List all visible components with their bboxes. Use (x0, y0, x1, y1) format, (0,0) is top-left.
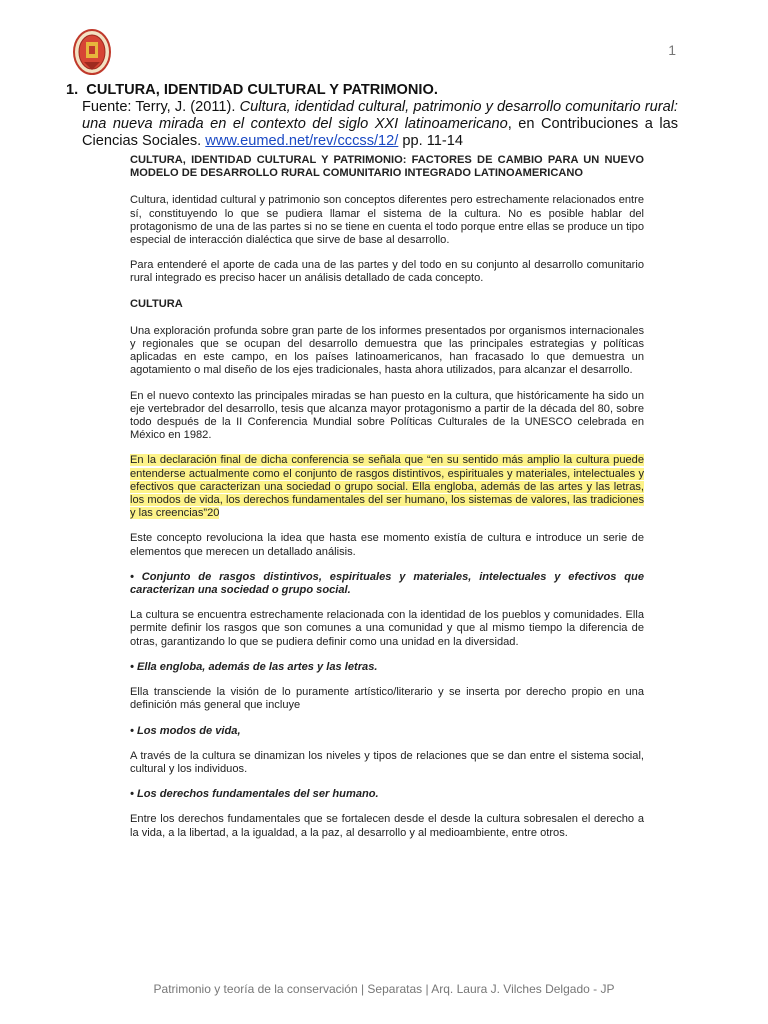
source-pages: pp. 11-14 (398, 133, 463, 149)
paragraph: Ella transciende la visión de lo puramente artístico/literario y se inserta por derecho propio en una definición más general que incluye (130, 686, 644, 712)
section-title: 1. CULTURA, IDENTIDAD CULTURAL Y PATRIMONIO. (66, 82, 438, 98)
paragraph: Para entenderé el aporte de cada una de las partes y del todo en su conjunto al desarrollo comunitario rural integrado es preciso hacer un análisis detallado de cada concepto. (130, 259, 644, 285)
source-title: Cultura, identidad cultural, patrimonio y desarrollo comunitario rural: una nueva mirada en el contexto del siglo XXI latinoamericano (82, 99, 678, 132)
university-seal-logo (72, 28, 112, 76)
bullet-heading: • Los derechos fundamentales del ser humano. (130, 788, 379, 801)
source-link[interactable]: www.eumed.net/rev/cccss/12/ (205, 133, 399, 149)
highlighted-paragraph (130, 454, 644, 520)
paragraph: La cultura se encuentra estrechamente relacionada con la identidad de los pueblos y comunidades. Ella permite definir los rasgos que son comunes a una comunidad y que al mismo tiempo la diferencia de otras, garantizando lo que se pudiera definir como una unidad en la diversidad. (130, 609, 644, 648)
page-footer: Patrimonio y teoría de la conservación | Separatas | Arq. Laura J. Vilches Delgado - JP (153, 982, 615, 996)
paragraph: Una exploración profunda sobre gran parte de los informes presentados por organismos internacionales y regionales que se ocupan del desarrollo demuestra que las principales estrategias y políticas aplicadas en este campo, en los países latinoamericanos, han fracasado lo que demuestra un agotamiento o mal diseño de los ejes tradicionales, hasta ahora utilizados, para alcanzar el desarrollo. (130, 324, 644, 377)
scanned-excerpt (130, 154, 644, 852)
excerpt-title: CULTURA, IDENTIDAD CULTURAL Y PATRIMONIO: FACTORES DE CAMBIO PARA UN NUEVO MODELO DE DESARROLLO RURAL COMUNITARIO INTEGRADO LATINOAMERICANO (130, 154, 644, 180)
source-mid: , en Contribuciones a las Ciencias Sociales. (82, 116, 678, 149)
source-prefix: Fuente: Terry, J. (2011). (82, 99, 240, 115)
section-heading: CULTURA (130, 297, 183, 310)
section-header (66, 82, 678, 150)
source-citation (82, 99, 678, 150)
bullet-heading: • Los modos de vida, (130, 724, 241, 737)
paragraph: En el nuevo contexto las principales miradas se han puesto en la cultura, que históricamente ha sido un eje vertebrador del desarrollo, tesis que alcanza mayor protagonismo a partir de la década del 80, sobre todo después de la II Conferencia Mundial sobre Políticas Culturales de la UNESCO celebrada en México en 1982. (130, 389, 644, 442)
page-number: 1 (668, 42, 676, 58)
paragraph: Entre los derechos fundamentales que se fortalecen desde el desde la cultura sobresalen el derecho a la vida, a la libertad, a la igualdad, a la paz, al desarrollo y al medioambiente, entre otros. (130, 813, 644, 839)
bullet-heading: • Ella engloba, además de las artes y las letras. (130, 660, 378, 673)
paragraph: Este concepto revoluciona la idea que hasta ese momento existía de cultura e introduce un serie de elementos que merecen un detallado análisis. (130, 532, 644, 558)
paragraph: A través de la cultura se dinamizan los niveles y tipos de relaciones que se dan entre el sistema social, cultural y los individuos. (130, 749, 644, 775)
bullet-heading: • Conjunto de rasgos distintivos, espirituales y materiales, intelectuales y efectivos que caracterizan una sociedad o grupo social. (130, 570, 644, 597)
highlighted-text: En la declaración final de dicha conferencia se señala que “en su sentido más amplio la cultura puede entenderse actualmente como el conjunto de rasgos distintivos, espirituales y materiales, intelectuales y efectivos que caracterizan una sociedad o grupo social. Ella engloba, además de las artes y las letras, los modos de vida, los derechos fundamentales del ser humano, los sistemas de valores, las tradiciones y las creencias”20 (130, 454, 644, 520)
paragraph: Cultura, identidad cultural y patrimonio son conceptos diferentes pero estrechamente relacionados entre sí, constituyendo lo que se pudiera llamar el sistema de la cultura. No es posible hablar del protagonismo de una de las partes si no se tiene en cuenta el todo porque entre ellas se produce un tipo especial de interacción dialéctica que sirve de base al desarrollo. (130, 194, 644, 247)
